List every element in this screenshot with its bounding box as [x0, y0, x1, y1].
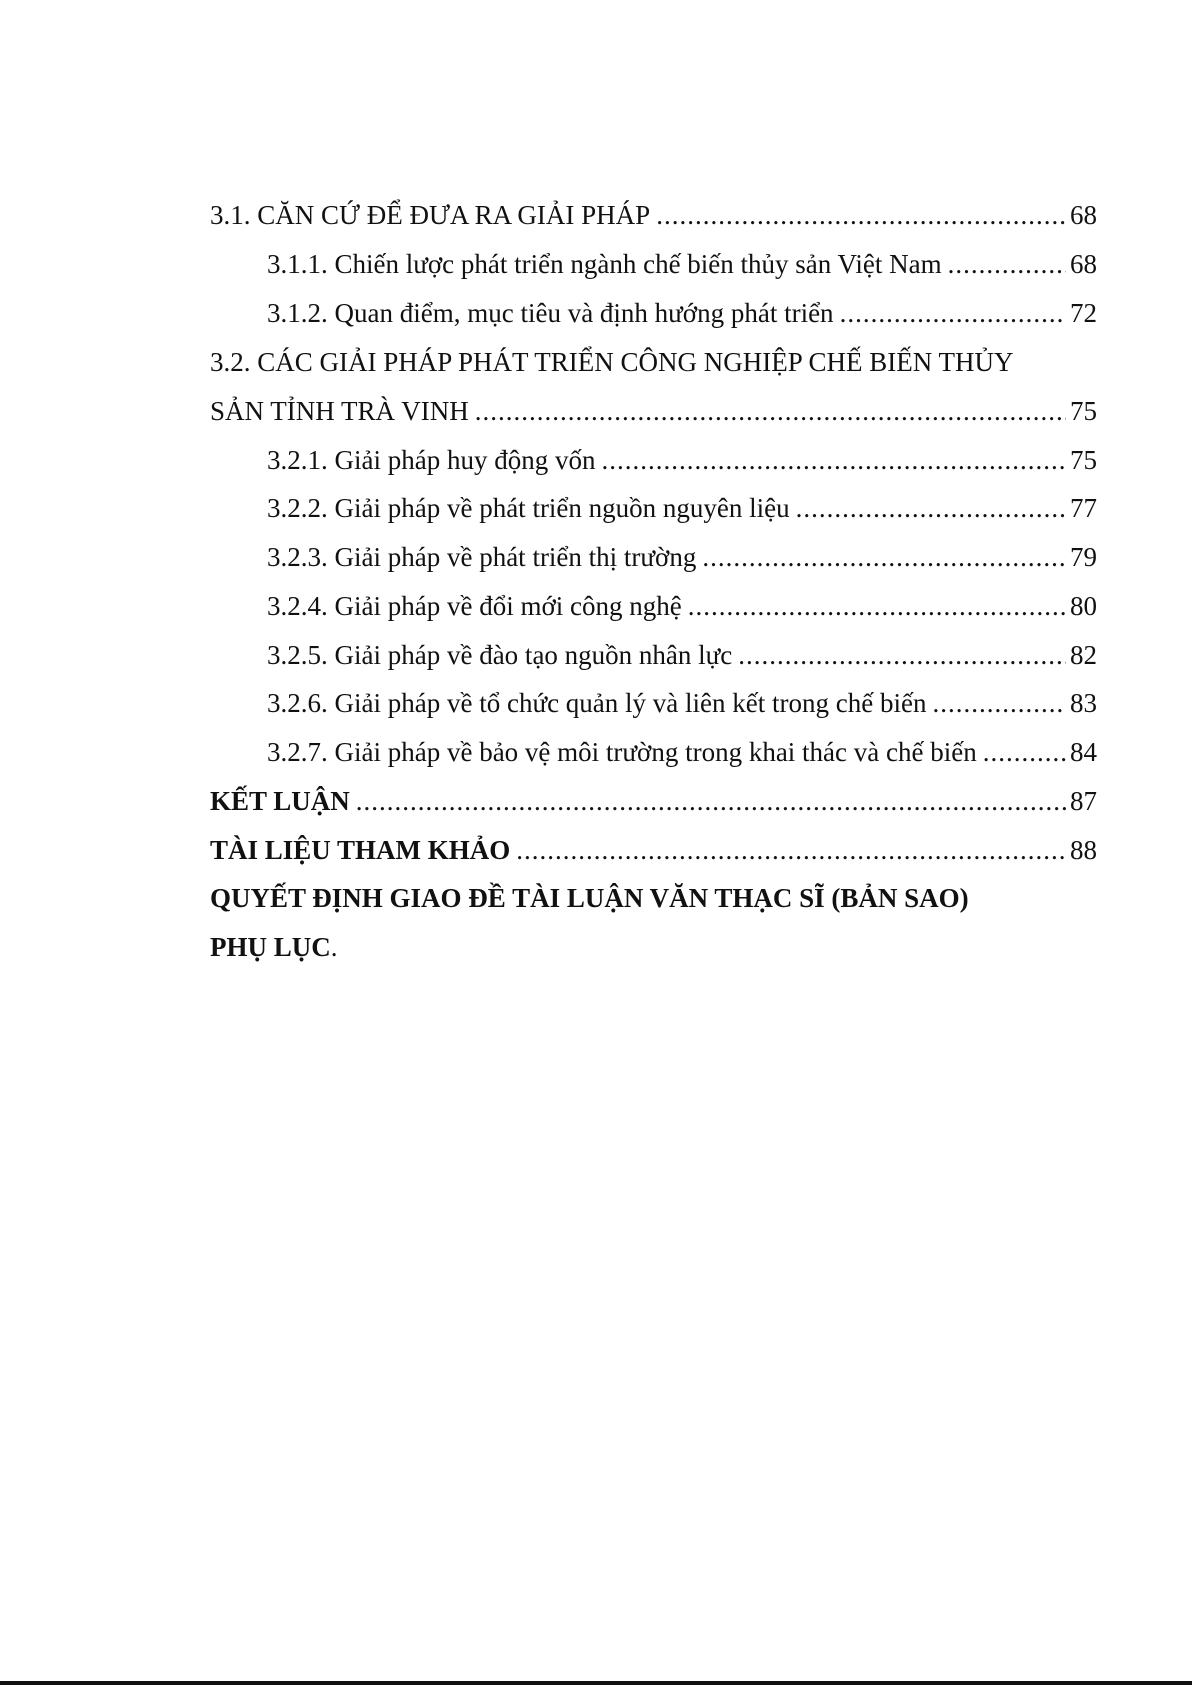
toc-entry-title: 3.2.3. Giải pháp về phát triển thị trường: [267, 542, 697, 572]
toc-leader-dots: [702, 540, 1066, 574]
toc-entry-page: 79: [1070, 542, 1097, 572]
toc-entry[interactable]: [210, 833, 1097, 867]
toc-leader-dots: [656, 198, 1066, 232]
toc-entry[interactable]: [267, 247, 1097, 281]
toc-entry-title: TÀI LIỆU THAM KHẢO: [210, 835, 511, 865]
toc-entry-title-line2: SẢN TỈNH TRÀ VINH: [210, 396, 469, 426]
toc-entry[interactable]: [267, 540, 1097, 574]
toc-entry-title: 3.2.7. Giải pháp về bảo vệ môi trường trong khai thác và chế biến: [267, 737, 977, 767]
toc-entry[interactable]: [267, 443, 1097, 477]
toc-entry-title: 3.2.6. Giải pháp về tổ chức quản lý và liên kết trong chế biến: [267, 688, 927, 718]
toc-entry[interactable]: [210, 930, 1097, 964]
toc-entry-page: 80: [1070, 591, 1097, 621]
toc-entry[interactable]: [210, 784, 1097, 818]
toc-entry-title: 3.2.1. Giải pháp huy động vốn: [267, 445, 596, 475]
toc-leader-dots: [601, 443, 1066, 477]
toc-entry-title-line1[interactable]: 3.2. CÁC GIẢI PHÁP PHÁT TRIỂN CÔNG NGHIỆP CHẾ BIẾN THỦY: [210, 347, 1014, 377]
toc-leader-dots: [840, 296, 1066, 330]
toc-entry-page: 68: [1070, 200, 1097, 230]
toc-entry-page: 77: [1070, 493, 1097, 523]
toc-entry-title: PHỤ LỤC: [210, 932, 331, 962]
toc-entry-page: 83: [1070, 688, 1097, 718]
toc-entry[interactable]: [267, 735, 1097, 769]
toc-leader-dots: [475, 394, 1066, 428]
toc-entry-page: 72: [1070, 298, 1097, 328]
toc-entry-title: KẾT LUẬN: [210, 786, 350, 816]
toc-entry-title: 3.2.2. Giải pháp về phát triển nguồn nguyên liệu: [267, 493, 790, 523]
toc-entry-page: 75: [1070, 396, 1097, 426]
toc-entry[interactable]: [210, 394, 1097, 428]
toc-leader-dots: [688, 589, 1066, 623]
toc-entry-title: 3.1.2. Quan điểm, mục tiêu và định hướng phát triển: [267, 298, 834, 328]
toc-entry[interactable]: [267, 686, 1097, 720]
toc-entry-title: 3.1.1. Chiến lược phát triển ngành chế biến thủy sản Việt Nam: [267, 249, 942, 279]
toc-entry-title[interactable]: QUYẾT ĐỊNH GIAO ĐỀ TÀI LUẬN VĂN THẠC SĨ (BẢN SAO): [210, 883, 969, 913]
toc-entry-page: 88: [1070, 835, 1097, 865]
toc-entry-title: 3.1. CĂN CỨ ĐỂ ĐƯA RA GIẢI PHÁP: [210, 200, 651, 230]
toc-entry-page: 87: [1070, 786, 1097, 816]
toc-leader-dots: [948, 247, 1066, 281]
toc-leader-dots: [796, 491, 1066, 525]
toc-entry[interactable]: [267, 589, 1097, 623]
toc-entry-page: 82: [1070, 640, 1097, 670]
toc-entry-suffix: .: [330, 932, 338, 962]
toc-entry-title: 3.2.4. Giải pháp về đổi mới công nghệ: [267, 591, 682, 621]
toc-leader-dots: [983, 735, 1066, 769]
toc-entry-page: 75: [1070, 445, 1097, 475]
toc-entry[interactable]: [267, 296, 1097, 330]
page-bottom-rule: [0, 1681, 1192, 1685]
toc-entry-title: 3.2.5. Giải pháp về đào tạo nguồn nhân lực: [267, 640, 733, 670]
toc-entry-page: 84: [1070, 737, 1097, 767]
toc-leader-dots: [356, 784, 1066, 818]
toc-entry[interactable]: [267, 491, 1097, 525]
toc-entry[interactable]: [267, 638, 1097, 672]
toc-leader-dots: [516, 833, 1066, 867]
toc-leader-dots: [932, 686, 1066, 720]
toc-entry-page: 68: [1070, 249, 1097, 279]
toc-entry[interactable]: [210, 198, 1097, 232]
toc-leader-dots: [738, 638, 1066, 672]
